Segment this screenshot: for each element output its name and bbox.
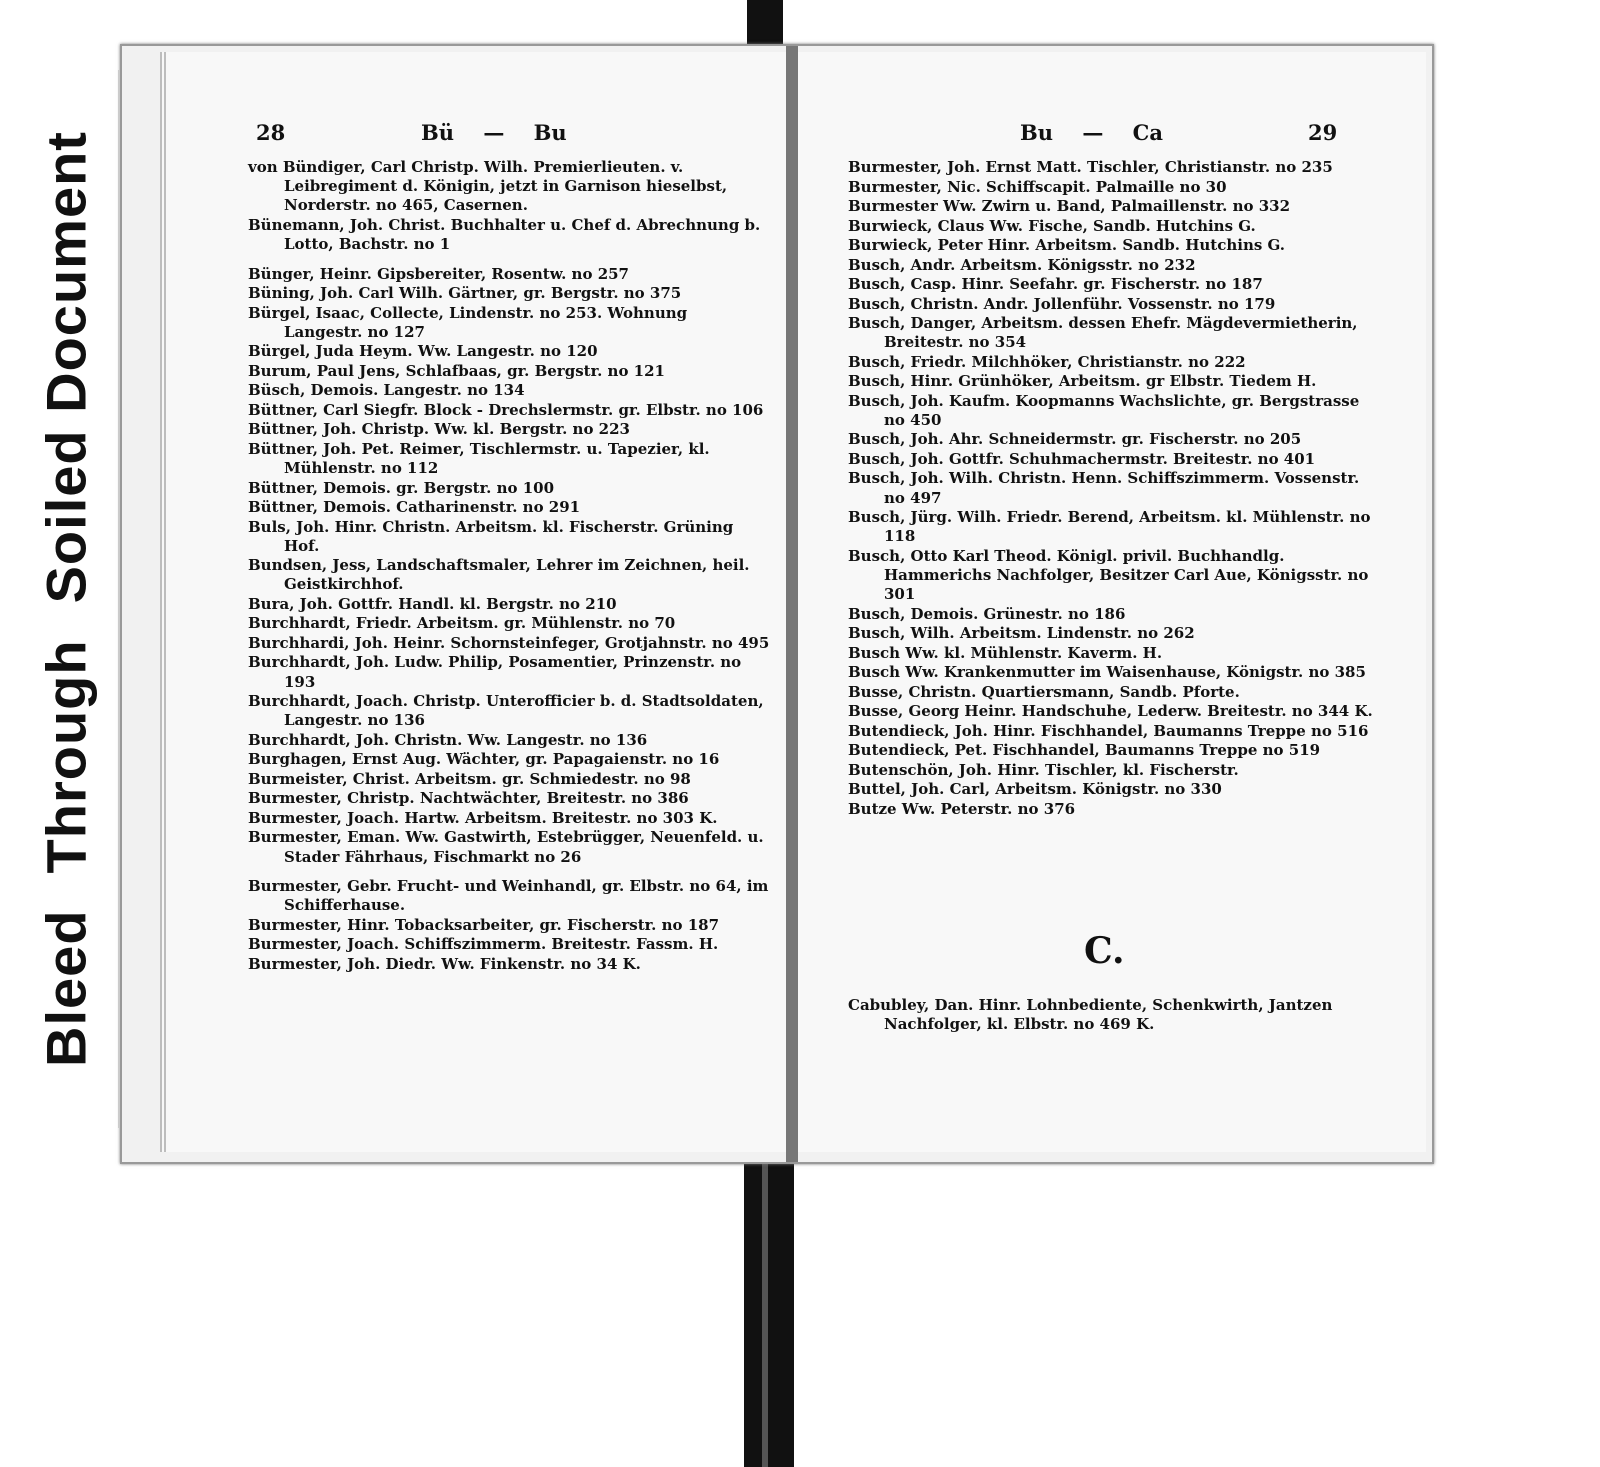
directory-entry: Busch, Hinr. Grünhöker, Arbeitsm. gr Elbstr. Tiedem H.: [848, 372, 1317, 391]
directory-entry: Burmester Ww. Zwirn u. Band, Palmaillenstr. no 332: [848, 197, 1291, 215]
directory-entry: Bünemann, Joh. Christ. Buchhalter u. Chef d. Abrechnung b. Lotto, Bachstr. no 1: [248, 215, 761, 254]
directory-entry: Burum, Paul Jens, Schlafbaas, gr. Bergstr. no 121: [248, 361, 665, 380]
directory-entry: Busch, Andr. Arbeitsm. Königsstr. no 232: [848, 255, 1196, 274]
side-label-text: [34, 113, 99, 1085]
directory-entry: Busch, Danger, Arbeitsm. dessen Ehefr. Mägdevermietherin, Breitestr. no 354: [848, 314, 1358, 352]
side-label-through: Through: [34, 639, 98, 874]
directory-entry: Burmeister, Christ. Arbeitsm. gr. Schmiedestr. no 98: [248, 769, 691, 788]
binding-strip-bottom: [744, 1150, 794, 1467]
directory-entry: Burwieck, Peter Hinr. Arbeitsm. Sandb. Hutchins G.: [848, 236, 1286, 254]
directory-entry: Busch, Joh. Kaufm. Koopmanns Wachslichte, gr. Bergstrasse no 450: [848, 391, 1360, 429]
side-label-bleed: Bleed: [34, 909, 98, 1067]
directory-entry: Büttner, Joh. Pet. Reimer, Tischlermstr. u. Tapezier, kl. Mühlenstr. no 112: [248, 439, 710, 478]
directory-entry: Busse, Georg Heinr. Handschuhe, Lederw. Breitestr. no 344 K.: [848, 702, 1373, 721]
directory-entry: Butendieck, Pet. Fischhandel, Baumanns Treppe no 519: [848, 741, 1321, 760]
right-page-header: [798, 120, 1426, 156]
directory-entry: Butendieck, Joh. Hinr. Fischhandel, Baumanns Treppe no 516: [848, 721, 1369, 740]
directory-entry: Buttel, Joh. Carl, Arbeitsm. Königstr. no 330: [848, 780, 1222, 799]
directory-entry: Burmester, Eman. Ww. Gastwirth, Estebrügger, Neuenfeld. u. Stader Fährhaus, Fischmarkt no 26: [248, 828, 764, 866]
directory-entry: Bünger, Heinr. Gipsbereiter, Rosentw. no 257: [248, 264, 629, 283]
directory-entry: Burchhardt, Joh. Ludw. Philip, Posamentier, Prinzenstr. no 193: [248, 653, 742, 691]
directory-entry: Busch, Joh. Gottfr. Schuhmachermstr. Breitestr. no 401: [848, 449, 1316, 468]
directory-entry: Burmester, Gebr. Frucht- und Weinhandl, gr. Elbstr. no 64, im Schifferhause.: [248, 877, 769, 915]
directory-entry: Busch, Friedr. Milchhöker, Christianstr. no 222: [848, 352, 1246, 371]
directory-entry: Büttner, Demois. Catharinenstr. no 291: [248, 498, 581, 517]
directory-entry: Butenschön, Joh. Hinr. Tischler, kl. Fischerstr.: [848, 760, 1239, 779]
right-page-number: 29: [1308, 120, 1338, 145]
directory-entry: Büning, Joh. Carl Wilh. Gärtner, gr. Bergstr. no 375: [248, 284, 682, 303]
section-letter: C.: [1084, 930, 1125, 972]
directory-entry: Burmester, Christp. Nachtwächter, Breitestr. no 386: [248, 789, 689, 808]
directory-entry: Bürgel, Isaac, Collecte, Lindenstr. no 253. Wohnung Langestr. no 127: [248, 303, 688, 341]
directory-entry: Bundsen, Jess, Landschaftsmaler, Lehrer im Zeichnen, heil. Geistkirchhof.: [248, 556, 750, 594]
right-entry-list: [848, 158, 1383, 819]
directory-entry: Burchhardt, Joh. Christn. Ww. Langestr. no 136: [248, 730, 648, 749]
entry-gap: [248, 255, 770, 265]
directory-entry: Büsch, Demois. Langestr. no 134: [248, 381, 525, 400]
left-page: [160, 52, 792, 1152]
directory-entry: Busch, Christn. Andr. Jollenführ. Vossenstr. no 179: [848, 294, 1276, 313]
section-entry-list: [848, 996, 1383, 1035]
directory-entry: Busch Ww. Krankenmutter im Waisenhause, Königstr. no 385: [848, 663, 1366, 682]
directory-entry: Buls, Joh. Hinr. Christn. Arbeitsm. kl. Fischerstr. Grüning Hof.: [248, 517, 734, 555]
directory-entry: Burchhardi, Joh. Heinr. Schornsteinfeger, Grotjahnstr. no 495: [248, 633, 770, 652]
directory-entry: Bürgel, Juda Heym. Ww. Langestr. no 120: [248, 342, 598, 361]
directory-entry: Busch, Otto Karl Theod. Königl. privil. Buchhandlg. Hammerichs Nachfolger, Besitzer Carl Aue, Königsstr. no 301: [848, 546, 1369, 604]
directory-entry: Busch, Casp. Hinr. Seefahr. gr. Fischerstr. no 187: [848, 275, 1263, 293]
directory-entry: Büttner, Joh. Christp. Ww. kl. Bergstr. no 223: [248, 420, 630, 439]
left-page-running-title: Bü — Bu: [421, 120, 567, 145]
left-page-number: 28: [256, 120, 286, 145]
directory-entry: Büttner, Demois. gr. Bergstr. no 100: [248, 478, 555, 497]
directory-entry: Burmester, Joh. Diedr. Ww. Finkenstr. no 34 K.: [248, 954, 641, 973]
entry-gap: [248, 867, 770, 877]
directory-entry: Cabubley, Dan. Hinr. Lohnbediente, Schenkwirth, Jantzen Nachfolger, kl. Elbstr. no 469 K.: [848, 996, 1333, 1034]
directory-entry: Busch, Joh. Wilh. Christn. Henn. Schiffszimmerm. Vossenstr. no 497: [848, 469, 1360, 507]
side-label-soiled: Soiled Document: [34, 131, 98, 604]
directory-entry: Burmester, Joach. Schiffszimmerm. Breitestr. Fassm. H.: [248, 935, 719, 954]
right-page: [798, 52, 1426, 1152]
directory-entry: Busch, Demois. Grünestr. no 186: [848, 604, 1126, 623]
book-spread: [120, 44, 1434, 1164]
directory-entry: Busse, Christn. Quartiersmann, Sandb. Pforte.: [848, 682, 1240, 701]
directory-entry: von Bündiger, Carl Christp. Wilh. Premierlieuten. v. Leibregiment d. Königin, jetzt in Garnison hieselbst, Norderstr. no 465, Casernen.: [248, 158, 728, 215]
directory-entry: Burghagen, Ernst Aug. Wächter, gr. Papagaienstr. no 16: [248, 750, 720, 769]
directory-entry: Büttner, Carl Siegfr. Block - Drechslermstr. gr. Elbstr. no 106: [248, 400, 764, 419]
left-page-header: [166, 120, 792, 156]
directory-entry: Butze Ww. Peterstr. no 376: [848, 799, 1076, 818]
directory-entry: Busch, Joh. Ahr. Schneidermstr. gr. Fischerstr. no 205: [848, 430, 1302, 449]
directory-entry: Burwieck, Claus Ww. Fische, Sandb. Hutchins G.: [848, 216, 1256, 235]
gutter: [786, 46, 798, 1162]
directory-entry: Bura, Joh. Gottfr. Handl. kl. Bergstr. no 210: [248, 594, 617, 613]
directory-entry: Burchhardt, Friedr. Arbeitsm. gr. Mühlenstr. no 70: [248, 614, 676, 633]
directory-entry: Busch Ww. kl. Mühlenstr. Kaverm. H.: [848, 643, 1163, 662]
directory-entry: Busch, Wilh. Arbeitsm. Lindenstr. no 262: [848, 624, 1195, 643]
directory-entry: Burmester, Nic. Schiffscapit. Palmaille no 30: [848, 177, 1227, 196]
directory-entry: Burmester, Hinr. Tobacksarbeiter, gr. Fischerstr. no 187: [248, 915, 720, 934]
right-page-running-title: Bu — Ca: [1020, 120, 1163, 145]
side-label: [14, 70, 119, 1128]
directory-entry: Burmester, Joh. Ernst Matt. Tischler, Christianstr. no 235: [848, 158, 1333, 176]
directory-entry: Burchhardt, Joach. Christp. Unterofficier b. d. Stadtsoldaten, Langestr. no 136: [248, 692, 764, 730]
directory-entry: Busch, Jürg. Wilh. Friedr. Berend, Arbeitsm. kl. Mühlenstr. no 118: [848, 508, 1371, 546]
left-entry-list: [248, 158, 770, 974]
directory-entry: Burmester, Joach. Hartw. Arbeitsm. Breitestr. no 303 K.: [248, 808, 718, 827]
